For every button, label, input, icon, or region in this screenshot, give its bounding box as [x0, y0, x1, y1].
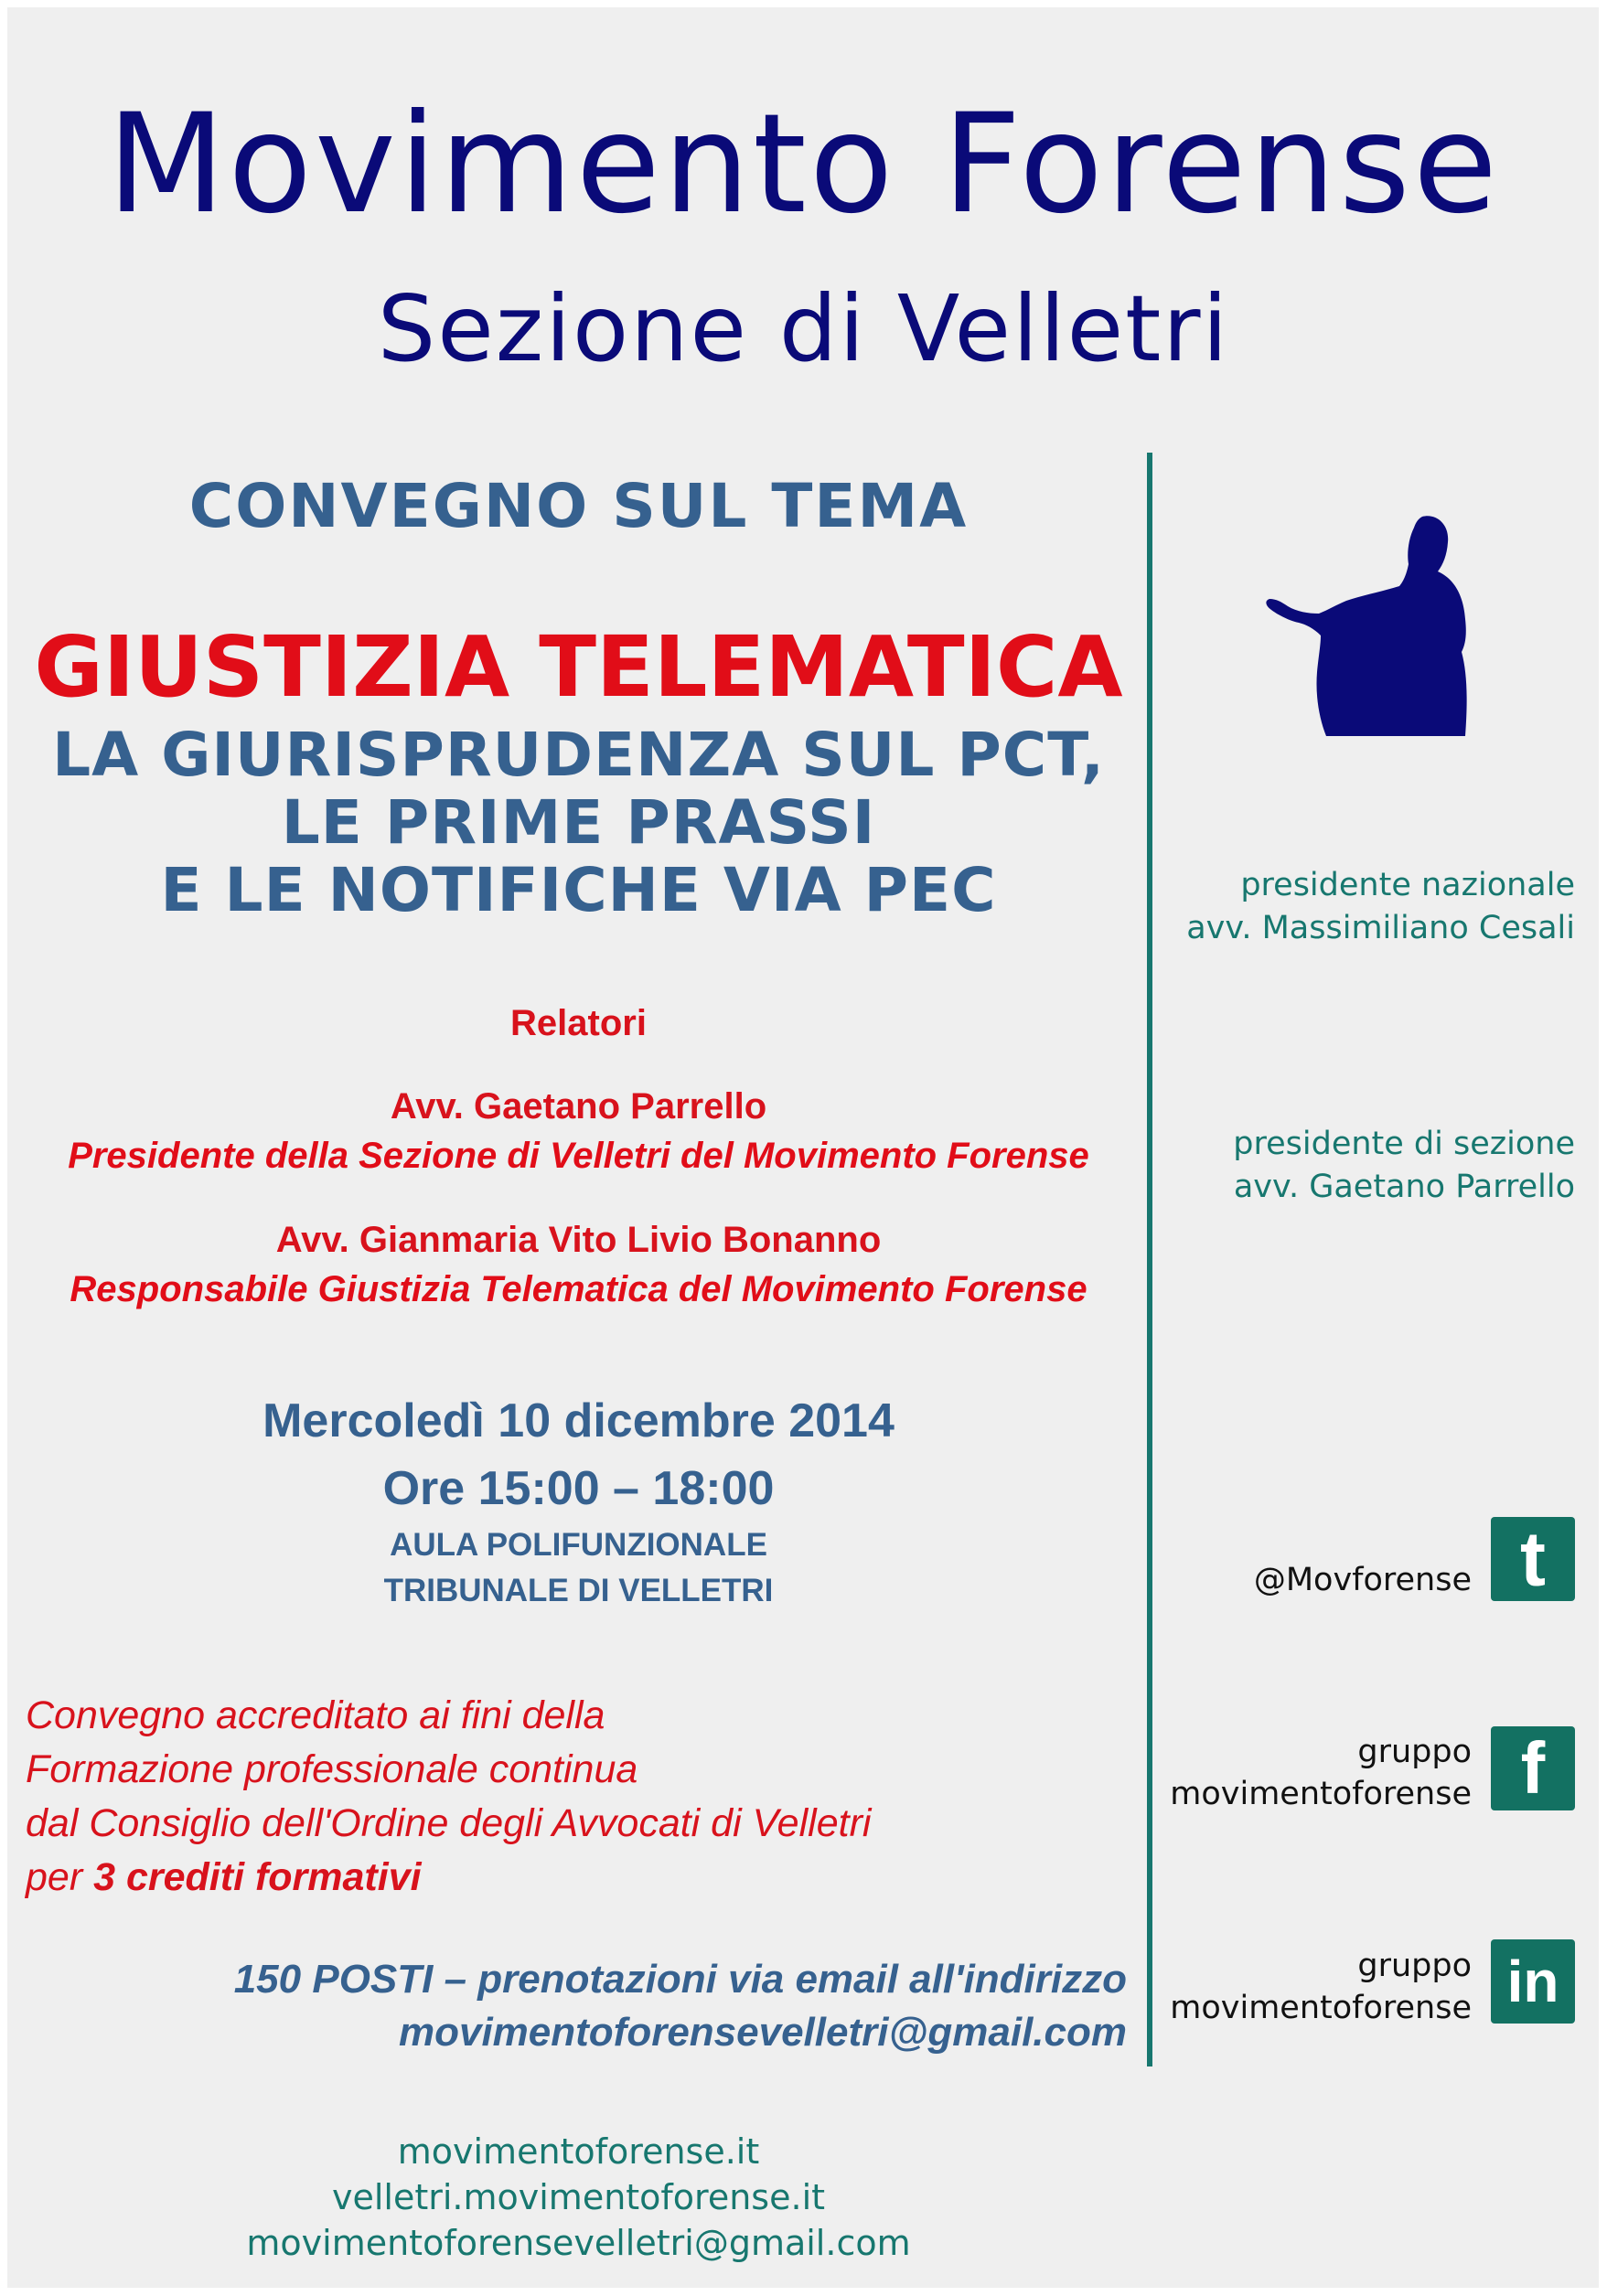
footer-site[interactable]: movimentoforense.it — [397, 2131, 760, 2172]
speaker-role-2: Responsabile Giustizia Telematica del Movimento Forense — [70, 1269, 1087, 1309]
accreditation-prefix: per — [26, 1855, 94, 1899]
accreditation-line-2: Formazione professionale continua — [26, 1747, 638, 1791]
topic-line-1: LA GIURISPRUDENZA SUL PCT, — [52, 720, 1105, 790]
event-time: Ore 15:00 – 18:00 — [382, 1462, 775, 1515]
accreditation-line-3: dal Consiglio dell'Ordine degli Avvocati di Velletri — [26, 1801, 872, 1845]
speaker-name-1: Avv. Gaetano Parrello — [390, 1086, 767, 1127]
linkedin-group-label: gruppo — [1357, 1948, 1472, 1984]
twitter-icon[interactable] — [1491, 1517, 1575, 1601]
footer-email[interactable]: movimentoforensevelletri@gmail.com — [246, 2223, 911, 2263]
reservation-line-1: 150 POSTI – prenotazioni via email all'indirizzo — [233, 1957, 1127, 2002]
accreditation-line-4 — [26, 1855, 422, 1900]
topic-line-3: E LE NOTIFICHE VIA PEC — [160, 855, 997, 925]
event-venue-2: TRIBUNALE DI VELLETRI — [383, 1573, 774, 1608]
reservation-email[interactable]: movimentoforensevelletri@gmail.com — [398, 2010, 1127, 2055]
linkedin-icon[interactable] — [1491, 1939, 1575, 2024]
accreditation-line-1: Convegno accreditato ai fini della — [26, 1693, 605, 1737]
statue-icon — [1262, 507, 1500, 745]
section-president-name: avv. Gaetano Parrello — [1233, 1169, 1575, 1205]
linkedin-glyph: in — [1506, 1949, 1559, 2014]
national-president-name: avv. Massimiliano Cesali — [1186, 910, 1575, 946]
speakers-label: Relatori — [510, 1003, 647, 1043]
event-venue-1: AULA POLIFUNZIONALE — [390, 1527, 767, 1563]
accreditation-credits: 3 crediti formativi — [93, 1855, 422, 1899]
twitter-handle[interactable]: @Movforense — [1253, 1562, 1472, 1598]
page-title: Movimento Forense — [106, 85, 1501, 244]
main-topic: GIUSTIZIA TELEMATICA — [34, 618, 1123, 716]
speaker-role-1: Presidente della Sezione di Velletri del Movimento Forense — [68, 1136, 1089, 1176]
section-president-role: presidente di sezione — [1233, 1126, 1575, 1162]
facebook-glyph: f — [1520, 1727, 1546, 1809]
topic-label: CONVEGNO SUL TEMA — [188, 471, 969, 541]
event-date: Mercoledì 10 dicembre 2014 — [262, 1394, 895, 1447]
national-president-role: presidente nazionale — [1240, 867, 1575, 903]
facebook-group-label: gruppo — [1357, 1734, 1472, 1770]
page-subtitle: Sezione di Velletri — [377, 275, 1230, 382]
linkedin-group-name[interactable]: movimentoforense — [1170, 1990, 1472, 2026]
vertical-divider — [1147, 453, 1152, 2066]
twitter-glyph: t — [1520, 1515, 1546, 1602]
topic-line-2: LE PRIME PRASSI — [281, 787, 876, 858]
speaker-name-2: Avv. Gianmaria Vito Livio Bonanno — [275, 1220, 882, 1260]
facebook-icon[interactable] — [1491, 1726, 1575, 1810]
facebook-group-name[interactable]: movimentoforense — [1170, 1776, 1472, 1812]
footer-section-site[interactable]: velletri.movimentoforense.it — [331, 2177, 826, 2217]
